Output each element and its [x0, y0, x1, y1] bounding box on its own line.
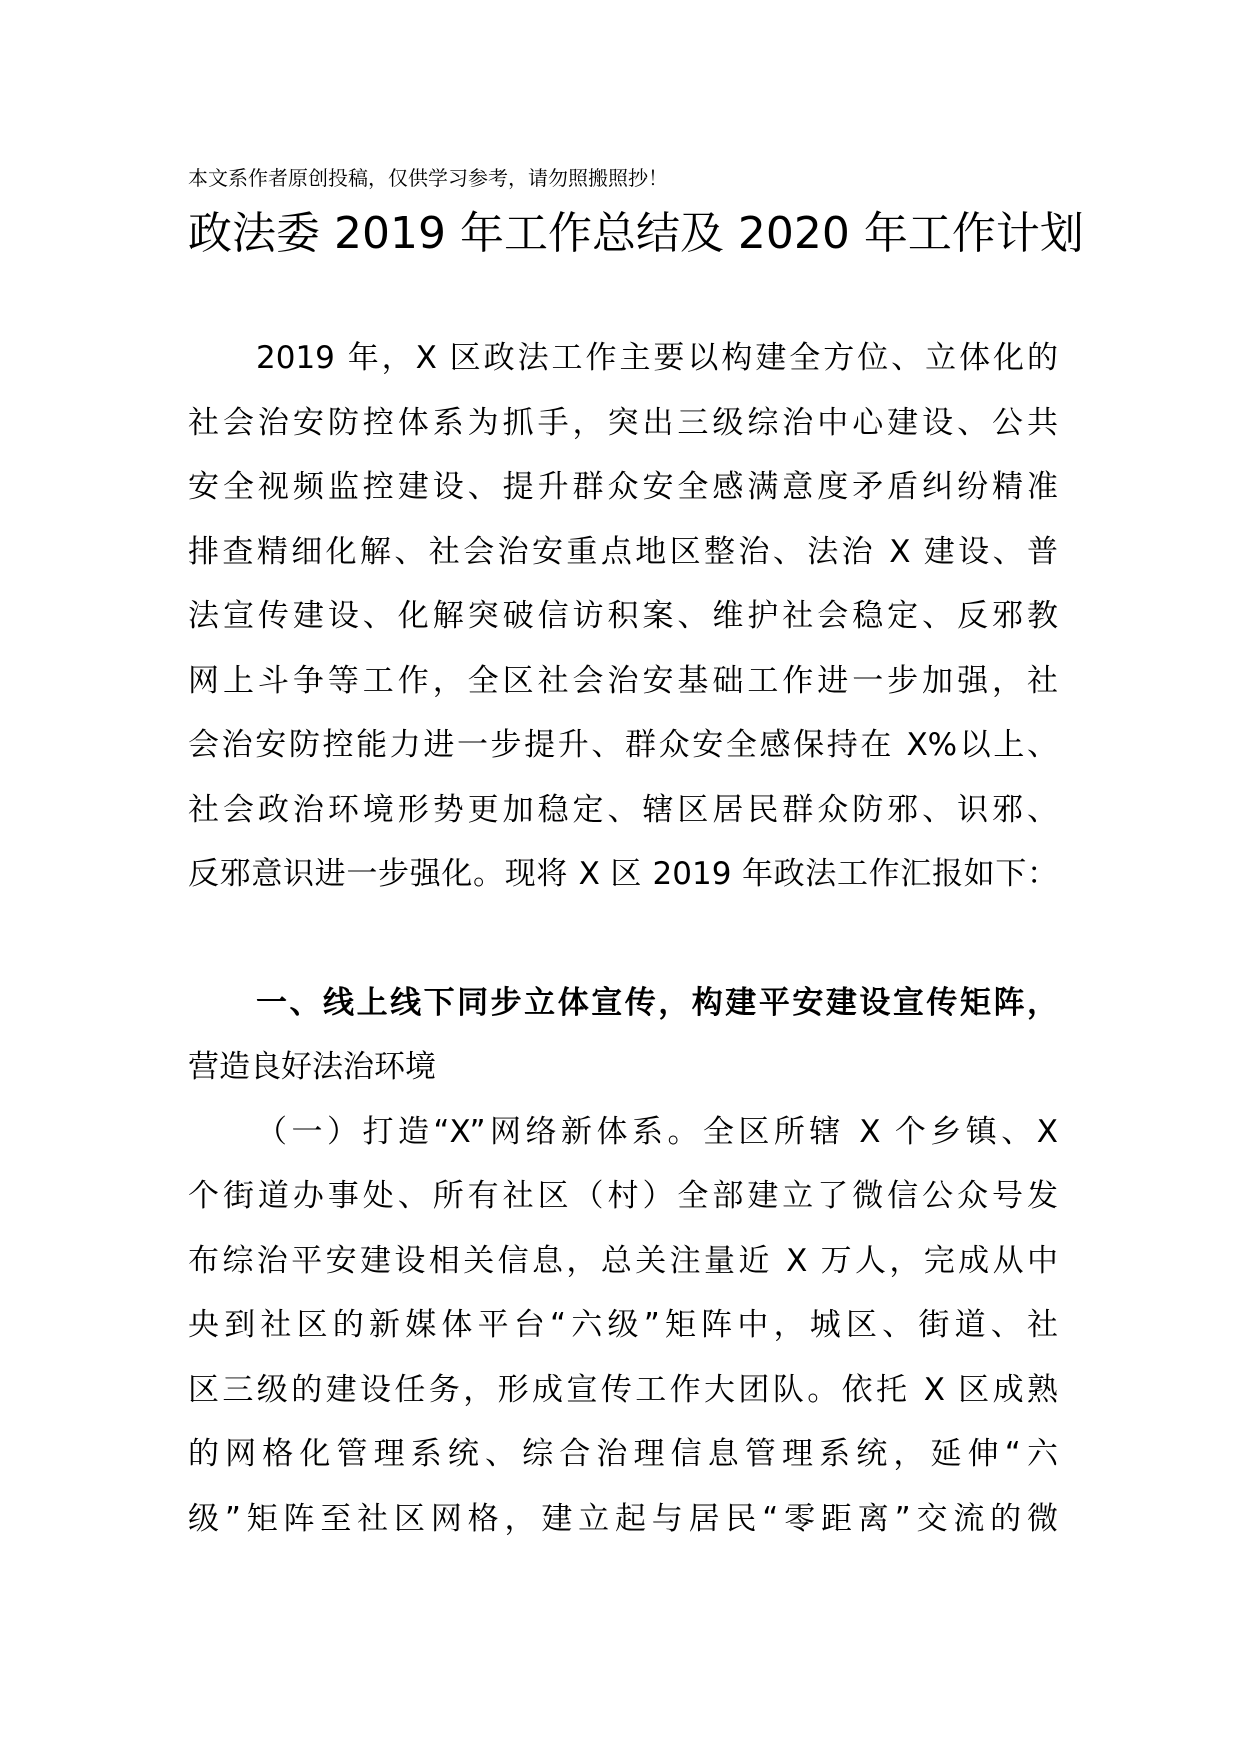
section-line: （一）打造“X”网络新体系。全区所辖 X 个乡镇、X: [256, 1113, 1058, 1150]
intro-line: 安全视频监控建设、提升群众安全感满意度矛盾纠纷精准: [188, 469, 1058, 505]
section-heading-line: 一、线上线下同步立体宣传，构建平安建设宣传矩阵，: [256, 984, 1058, 1021]
section-line: 级”矩阵至社区网格，建立起与居民“零距离”交流的微: [188, 1500, 1058, 1537]
intro-line: 排查精细化解、社会治安重点地区整治、法治 X 建设、普: [188, 533, 1058, 570]
copyright-notice: 本文系作者原创投稿，仅供学习参考，请勿照搬照抄！: [188, 166, 668, 190]
document-body: [188, 334, 1058, 1559]
intro-line: 反邪意识进一步强化。现将 X 区 2019 年政法工作汇报如下：: [188, 856, 1058, 892]
section-line: 个街道办事处、所有社区（村）全部建立了微信公众号发: [188, 1178, 1058, 1214]
section-line: 央到社区的新媒体平台“六级”矩阵中，城区、街道、社: [188, 1307, 1058, 1343]
section-heading-line: 营造良好法治环境: [188, 1049, 436, 1085]
document-title: 政法委 2019 年工作总结及 2020 年工作计划: [188, 208, 1084, 259]
intro-line: 社会治安防控体系为抓手，突出三级综治中心建设、公共: [188, 404, 1058, 441]
section-paragraph: [188, 1108, 1058, 1560]
section-heading: [188, 979, 1058, 1108]
section-line: 的网格化管理系统、综合治理信息管理系统，延伸“六: [188, 1436, 1058, 1472]
paragraph-gap: [188, 915, 1058, 979]
section-line: 布综治平安建设相关信息，总关注量近 X 万人，完成从中: [188, 1242, 1058, 1279]
intro-line: 会治安防控能力进一步提升、群众安全感保持在 X%以上、: [188, 727, 1058, 763]
intro-line: 网上斗争等工作，全区社会治安基础工作进一步加强，社: [188, 662, 1058, 699]
section-line: 区三级的建设任务，形成宣传工作大团队。依托 X 区成熟: [188, 1371, 1058, 1408]
intro-line: 2019 年，X 区政法工作主要以构建全方位、立体化的: [256, 340, 1058, 376]
intro-line: 法宣传建设、化解突破信访积案、维护社会稳定、反邪教: [188, 598, 1058, 634]
intro-paragraph: [188, 334, 1058, 915]
intro-line: 社会政治环境形势更加稳定、辖区居民群众防邪、识邪、: [188, 791, 1058, 828]
